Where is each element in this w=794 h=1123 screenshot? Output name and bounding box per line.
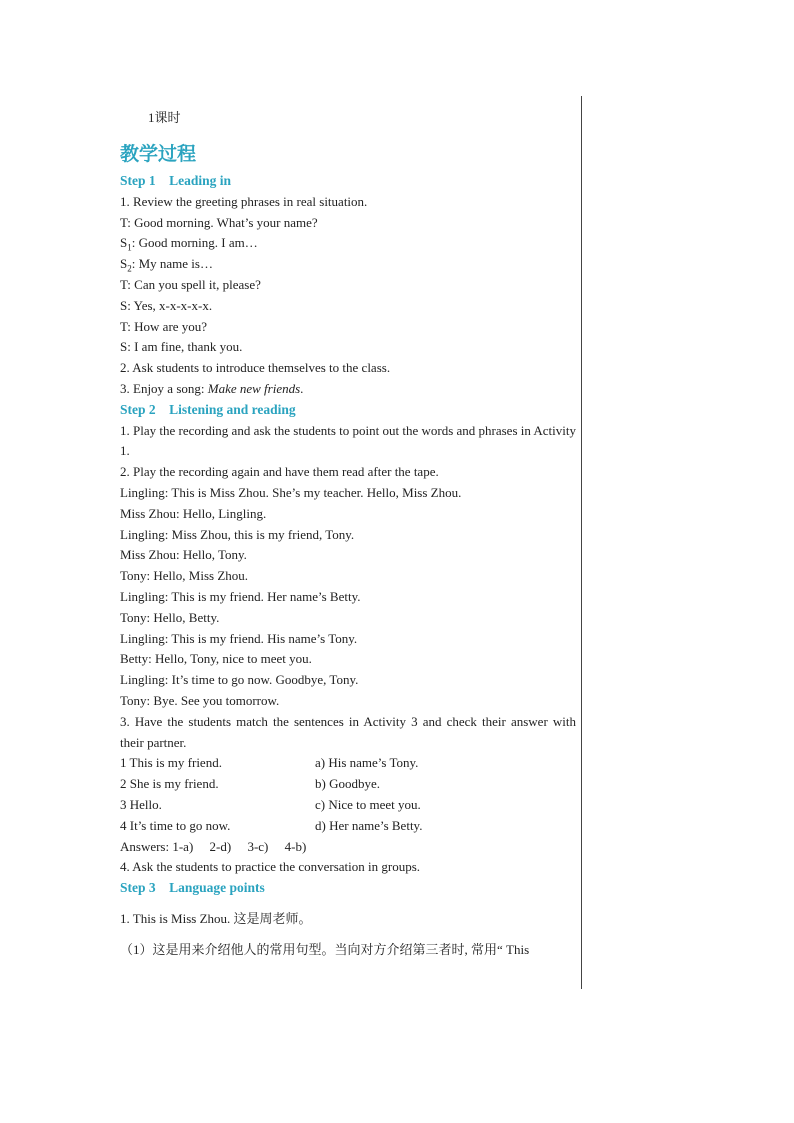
step1-line-s2: $S_2$: My name is… xyxy=(120,256,213,274)
song-title: Make new friends xyxy=(207,380,301,396)
section-heading: 教学过程 xyxy=(120,143,197,165)
dialogue-line: Lingling: This is my friend. His name’s Tony. xyxy=(120,630,358,646)
match-row: 3 Hello. c) Nice to meet you. xyxy=(120,796,421,812)
step-3-label: Step 3 xyxy=(120,880,156,896)
step-1-label: Step 1 xyxy=(120,173,156,188)
step2-line: 4. Ask the students to practice the conversation in groups. xyxy=(120,859,421,875)
answers-line: Answers: 1-a) 2-d) 3-c) 4-b) xyxy=(120,838,307,854)
step2-paragraph: 1. Play the recording and ask the students to point out the words and phrases in Activity 1. xyxy=(120,422,577,459)
dialogue-line: Lingling: Miss Zhou, this is my friend, Tony. xyxy=(120,526,355,542)
dialogue-line: Tony: Hello, Betty. xyxy=(120,609,220,625)
dialogue-line: Lingling: This is Miss Zhou. She’s my teacher. Hello, Miss Zhou. xyxy=(120,484,462,500)
step-1-heading xyxy=(120,171,576,192)
lesson-label: 1课时 xyxy=(148,110,181,125)
step-2-heading xyxy=(120,400,576,421)
match-row: 2 She is my friend. b) Goodbye. xyxy=(120,776,380,792)
dialogue-line: Miss Zhou: Hello, Lingling. xyxy=(120,505,267,521)
step1-line: 1. Review the greeting phrases in real situation. xyxy=(120,193,368,209)
step-3-title: Language points xyxy=(169,880,265,896)
match-row: 4 It’s time to go now. d) Her name’s Betty. xyxy=(120,817,423,833)
match-row: 1 This is my friend. a) His name’s Tony. xyxy=(120,755,419,771)
step1-line: S: I am fine, thank you. xyxy=(120,339,243,355)
step1-line: T: Can you spell it, please? xyxy=(120,276,261,292)
step2-paragraph: 3. Have the students match the sentences in Activity 3 and check their answer with their partner. xyxy=(120,713,576,750)
step1-line-s1: $S_1$: Good morning. I am… xyxy=(120,235,258,253)
step3-line: （1）这是用来介绍他人的常用句型。当向对方介绍第三者时, 常用“ This xyxy=(120,941,530,957)
step-1-title: Leading in xyxy=(169,173,232,188)
dialogue-line: Tony: Hello, Miss Zhou. xyxy=(120,568,249,584)
right-margin-rule xyxy=(581,96,582,989)
dialogue-line: Lingling: This is my friend. Her name’s Betty. xyxy=(120,588,361,604)
step1-song-line: 3. Enjoy a song: Make new friends. xyxy=(120,380,304,396)
dialogue-line: Tony: Bye. See you tomorrow. xyxy=(120,692,280,708)
step1-line: T: How are you? xyxy=(120,318,208,334)
step2-line: 2. Play the recording again and have them read after the tape. xyxy=(120,464,439,480)
step-3-heading xyxy=(120,878,576,899)
step1-line: T: Good morning. What’s your name? xyxy=(120,214,318,230)
step3-line: 1. This is Miss Zhou. 这是周老师。 xyxy=(120,910,312,926)
match-list xyxy=(120,753,576,836)
dialogue-line: Lingling: It’s time to go now. Goodbye, Tony. xyxy=(120,672,359,688)
dialogue xyxy=(120,483,576,712)
step-2-label: Step 2 xyxy=(120,401,156,417)
step-2-title: Listening and reading xyxy=(169,401,296,417)
dialogue-line: Miss Zhou: Hello, Tony. xyxy=(120,547,247,563)
content-column xyxy=(120,108,576,960)
step1-line: 2. Ask students to introduce themselves to the class. xyxy=(120,360,391,376)
step1-line: S: Yes, x-x-x-x-x. xyxy=(120,297,213,313)
dialogue-line: Betty: Hello, Tony, nice to meet you. xyxy=(120,651,312,667)
